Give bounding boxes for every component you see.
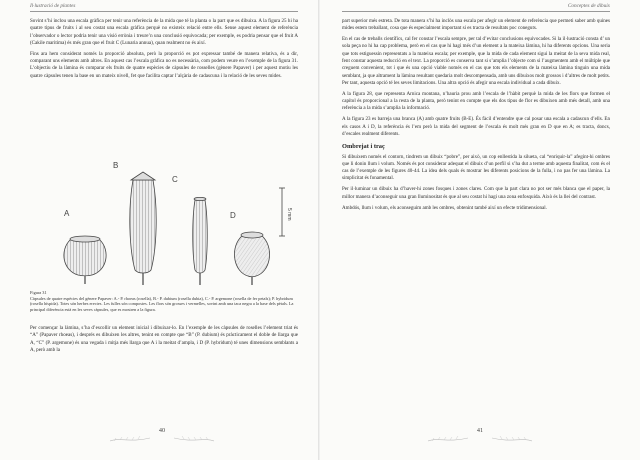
- paragraph: part superior més estreta. De tota manera s’hi ha inclòs una escala per afegir un element de referència que permeti saber amb quines mides estem treballant, cosa que és especialment important si es tracta de resultats poc coneguts.: [342, 18, 610, 32]
- section-heading: Ombrejat i traç: [342, 143, 385, 151]
- capsule-c: [193, 197, 208, 285]
- capsule-d: [234, 232, 269, 285]
- left-text-bottom: [30, 325, 298, 358]
- figure-label-d: D: [230, 211, 236, 220]
- ornament-right-a: [428, 430, 468, 438]
- ornament-left-a: [110, 430, 150, 438]
- scale-bar: [279, 188, 292, 236]
- right-text: [342, 18, 610, 215]
- header-rule-left: [30, 11, 298, 12]
- left-text-top: [30, 18, 298, 84]
- page-number-left: 40: [158, 427, 166, 434]
- paragraph: Sovint s’hi inclou una escala gràfica per tenir una referència de la mida que té la planta o la part que es dibuixa. A la figura 25 hi ha quatre tipus de fruits i al seu costat una escala gràfica perquè no existeix relació entre ells. Sense aquest element de referència l’observador o lector podria tenir una visió errònia i treure’n una conclusió equivocada; per exemple, es podria pensar que el fruit A (Cakile maritima) és més gran que el fruit C (Lunaria annua), quan realment no és així.: [30, 18, 298, 46]
- paragraph: Per il·luminar un dibuix ha d’haver-hi zones fosques i zones clares. Com que la part clara no pot ser més blanca que el paper, la millor manera d’aconseguir una gran lluminositat és que al seu costat hi hagi una zona enfosquida. Això és la llei del contrast.: [342, 186, 610, 200]
- capsule-a: [64, 236, 106, 284]
- running-head-left: Il·lustració de plantes: [30, 3, 76, 9]
- figure-label-c: C: [172, 175, 178, 184]
- header-rule-right: [342, 11, 610, 12]
- paragraph: Fins ara hem considerat només la proporció absoluta, però la proporció es pot expressar també de manera relativa, és a dir, comparant uns elements amb altres. En aquest cas l’escala gràfica no es necessària, com podem veure en l’exemple de la figura 31. L’objectiu de la làmina és comparar els fruits de quatre espècies de càpsules de rosselles (gènere Papaver) i per aquest motiu les quatre càpsules tenen la base en un mateix nivell, fet que facilita captar l’alçària de cadascuna i la relació de les seves mides.: [30, 50, 298, 79]
- paragraph: Per començar la làmina, s’ha d’escollir un element inicial i dibuixar-lo. En l’exemple de les càpsules de roselles l’element triat és “A” (Papaver rhoeas), i després es dibuixen les altres, tenint en compte que “B” (P. dubium) és pràcticament el doble de llarga que A, “C” (P. argemone) és una vegada i mitja més llarga que A i la meitat d’ampla, i D (P. hybridum) té unes dimensions semblants a A, però amb la: [30, 325, 298, 353]
- page-number-right: 41: [476, 427, 484, 434]
- caption-title: Figura 31: [30, 290, 47, 295]
- running-head-right: Conceptes de dibuix: [567, 3, 610, 9]
- figure-31: [30, 158, 298, 286]
- right-page: [320, 0, 640, 460]
- paragraph: Si dibuixem només el contorn, tindrem un dibuix “pobre”, per això, un cop enllestida la silueta, cal “enriquir-la” afegint-hi ombres que li donin llum i volum. Només és pot considerar adequat el dibuix d’un perfil si s’ha dut a terme amb aquesta finalitat, com és el cas de l’exemple de les figures 40-44. La idea dels quals és mostrar les diferents posicions de la fulla, i no pas fer una làmina. La simplicitat és fonamental.: [342, 153, 610, 182]
- ornament-right-b: [492, 430, 532, 438]
- paragraph: Ambdós, llum i volum, els aconseguim amb les ombres, obtenint també així un efecte tridimensional.: [342, 204, 547, 211]
- poppy-capsules-illustration: [30, 158, 298, 286]
- ornament-left-b: [174, 430, 214, 438]
- paragraph: A la figura 23 es barreja una branca (A) amb quatre fruits (B-E). És fàcil d’entendre que cal posar una escala a cadascun d’ells. En els casos A i D, la referència és l’em però la mida del segment de l’escala és molt més gran en D que en A; es tracta, doncs, d’escales realment diferents.: [342, 116, 610, 137]
- figure-label-b: B: [113, 161, 119, 170]
- figure-label-a: A: [64, 209, 70, 218]
- paragraph: En el cas de treballs científics, cal fer constar l’escala sempre, per tal d’evitar conclusions equivocades. Si la il·lustració consta d’ un sola peça no hi ha cap problema, però en el cas que hi hagi més d’un element a la mateixa làmina, hi ha diferents opcions. Una seria que tots estiguessin representats a la mateixa escala; per exemple, que la mida de cada element sigui la meitat de la seva mida real, fent constar aquesta reducció en el text. La proporció es conserva tant si s’amplia l’objecte com si l’augmentem amb el múltiple que creguem convenient, tot i que és una opció viable només en el cas que tots els elements de la mateixa làmina tinguin una mida semblant, ja que altrament la làmina resultant quedaria molt descompensada, amb uns dibuixos molt grossos i d’altres de molt petits. Per tant, aquesta opció té les seves limitacions. Una altra opció és afegir una escala individual a cada dibuix.: [342, 36, 610, 86]
- capsule-b: [130, 172, 156, 285]
- paragraph: A la figura 28, que representa Arnica montana, n’hauria prou amb l’escala de l’hàbit perquè la mida de les flors que formen el capítol és proporcional a la resta de la planta, però tenint en compte que els dos tipus de flor es dibuixen amb més detall, amb una referència a la mida s’amplia la informació.: [342, 90, 610, 112]
- caption-text: Càpsules de quatre espècies del gènere Papaver: A.- P. rhoeas (rosella), B.- P. dubium (rosella dubia), C.- P. argemone (rosella de fer petals); P. hybridum (rosella híspida). Totes són herbes erectes. Les fulles són compostes. Les flors són grosses i vermelles, sovint amb una taca negra a la base dels pètals. La principal diferència està en les seves càpsules, que es mostren a la figura.: [30, 295, 294, 312]
- figure-caption: [30, 290, 298, 312]
- scale-label: 5 mm: [286, 208, 292, 221]
